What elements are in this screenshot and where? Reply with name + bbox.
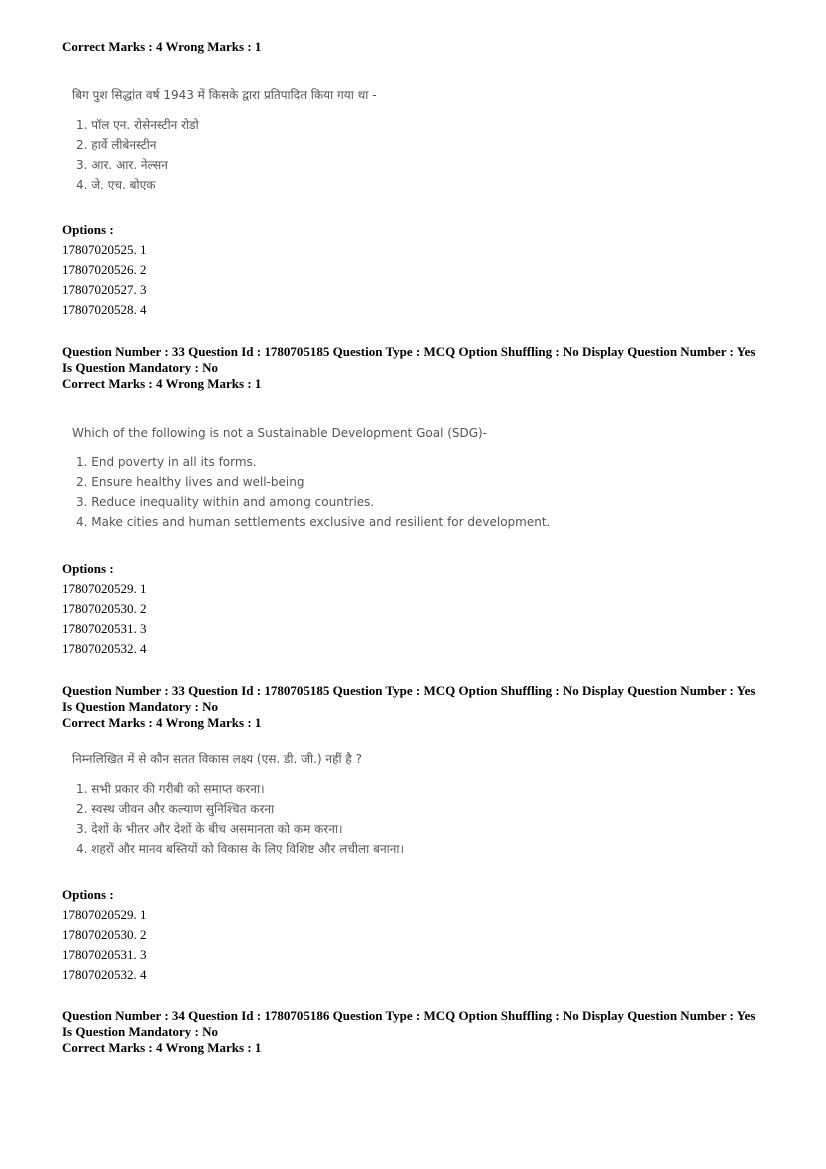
option: 17807020532. 4: [62, 967, 147, 982]
mandatory-line: Is Question Mandatory : No: [62, 1024, 219, 1039]
question-image: [72, 750, 404, 859]
option: 17807020527. 3: [62, 282, 147, 297]
option: 17807020528. 4: [62, 302, 147, 317]
options-list: [62, 885, 147, 985]
option: 17807020531. 3: [62, 947, 147, 962]
mandatory-line: Is Question Mandatory : No: [62, 360, 219, 375]
question-meta: [62, 1008, 755, 1056]
marks-line: Correct Marks : 4 Wrong Marks : 1: [62, 39, 262, 54]
options-list: [62, 220, 147, 320]
options-list: [62, 559, 147, 659]
option: 17807020529. 1: [62, 907, 147, 922]
question-header: Question Number : 33 Question Id : 1780705185 Question Type : MCQ Option Shuffling : No Display Question Number : Yes: [62, 683, 756, 698]
choice: 2. स्वस्थ जीवन और कल्याण सुनिश्चित करना: [76, 802, 275, 816]
option: 17807020532. 4: [62, 641, 147, 656]
option: 17807020526. 2: [62, 262, 147, 277]
question-meta: [62, 683, 755, 731]
marks-line: Correct Marks : 4 Wrong Marks : 1: [62, 1040, 262, 1055]
options-label: Options :: [62, 887, 114, 902]
question-meta: [62, 39, 261, 55]
options-label: Options :: [62, 561, 114, 576]
option: 17807020529. 1: [62, 581, 147, 596]
choice: 3. Reduce inequality within and among countries.: [76, 495, 375, 509]
choice: 1. End poverty in all its forms.: [76, 455, 257, 469]
choice: 4. Make cities and human settlements exclusive and resilient for development.: [76, 515, 551, 529]
choice: 4. जे. एच. बोएक: [76, 178, 156, 192]
question-text: Which of the following is not a Sustainable Development Goal (SDG)-: [72, 426, 488, 440]
choice: 2. हार्वे लीबेनस्टीन: [76, 138, 157, 152]
question-header: Question Number : 34 Question Id : 1780705186 Question Type : MCQ Option Shuffling : No Display Question Number : Yes: [62, 1008, 756, 1023]
choice: 2. Ensure healthy lives and well-being: [76, 475, 305, 489]
choice: 1. पॉल एन. रोसेनस्टीन रोडो: [76, 118, 199, 132]
question-meta: [62, 344, 755, 392]
choice: 1. सभी प्रकार की गरीबी को समाप्त करना।: [76, 782, 265, 796]
question-image: [72, 426, 550, 532]
option: 17807020525. 1: [62, 242, 147, 257]
question-image: [72, 86, 377, 195]
marks-line: Correct Marks : 4 Wrong Marks : 1: [62, 376, 262, 391]
option: 17807020530. 2: [62, 927, 147, 942]
choice: 4. शहरों और मानव बस्तियों को विकास के लिए विशिष्ट और लचीला बनाना।: [76, 842, 405, 856]
option: 17807020531. 3: [62, 621, 147, 636]
option: 17807020530. 2: [62, 601, 147, 616]
marks-line: Correct Marks : 4 Wrong Marks : 1: [62, 715, 262, 730]
choice: 3. आर. आर. नेल्सन: [76, 158, 168, 172]
question-header: Question Number : 33 Question Id : 1780705185 Question Type : MCQ Option Shuffling : No Display Question Number : Yes: [62, 344, 756, 359]
question-text: निम्नलिखित में से कौन सतत विकास लक्ष्य (एस. डी. जी.) नहीं है ?: [72, 752, 362, 766]
mandatory-line: Is Question Mandatory : No: [62, 699, 219, 714]
choice: 3. देशों के भीतर और देशों के बीच असमानता को कम करना।: [76, 822, 343, 836]
options-label: Options :: [62, 222, 114, 237]
question-text: बिग पुश सिद्धांत वर्ष 1943 में किसके द्वारा प्रतिपादित किया गया था -: [72, 88, 377, 102]
